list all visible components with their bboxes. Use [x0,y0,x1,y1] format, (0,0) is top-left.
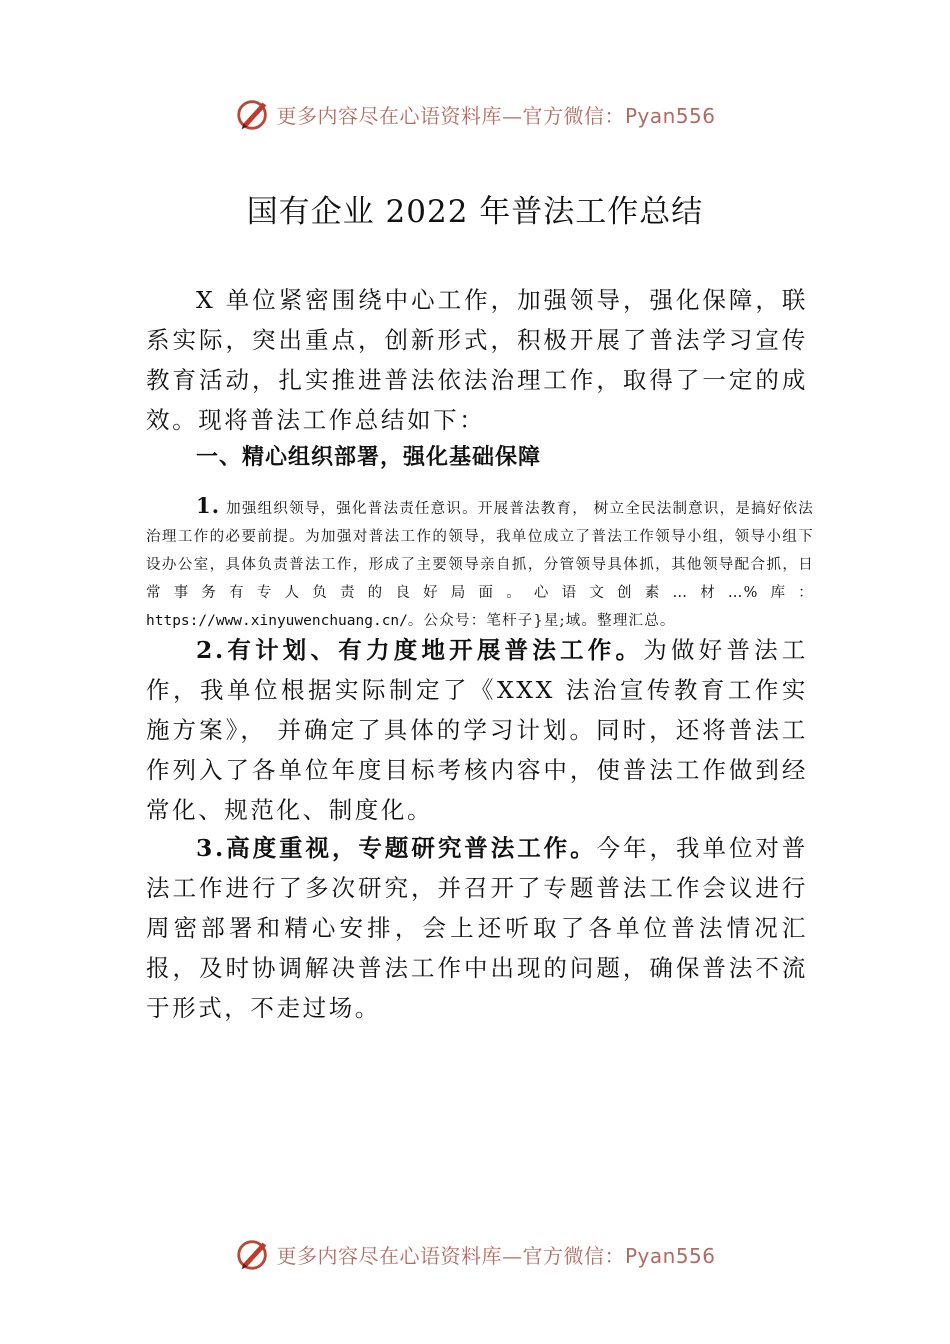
pen-logo-icon [234,95,272,133]
banner-text [276,1240,715,1269]
banner-label: 更多内容尽在心语资料库—官方微信： [276,1243,625,1268]
item-2-text: 为做好普法工作，我单位根据实际制定了《XXX 法治宣传教育工作实施方案》， 并确定了具体的学习计划。同时，还将普法工作列入了各单位年度目标考核内容中，使普法工作做到经常化、规范化、制度化。 [146,636,808,824]
item-3-lead: 3.高度重视，专题研究普法工作。 [196,834,597,862]
banner-wechat-id: Pyan556 [624,103,716,128]
item-2-lead: 2.有计划、有力度地开展普法工作。 [196,636,644,664]
item-3-paragraph [146,828,808,1028]
item-1-paragraph [146,492,814,635]
item-1-number: 1. [196,493,221,518]
item-1-url: https://www.xinyuwenchuang.cn/ [146,613,408,629]
intro-paragraph: X 单位紧密围绕中心工作，加强领导，强化保障，联系实际，突出重点，创新形式，积极开展了普法学习宣传教育活动，扎实推进普法依法治理工作，取得了一定的成效。现将普法工作总结如下： [146,286,808,434]
section-heading: 一、精心组织部署，强化基础保障 [196,445,542,470]
banner-label: 更多内容尽在心语资料库—官方微信： [276,103,625,128]
header-banner [0,92,950,136]
item-1-tail: 。公众号：笔杆子}星;域。整理汇总。 [407,613,676,629]
item-3-text: 今年，我单位对普法工作进行了多次研究，并召开了专题普法工作会议进行周密部署和精心安排，会上还听取了各单位普法情况汇报，及时协调解决普法工作中出现的问题，确保普法不流于形式，不走过场。 [146,834,808,1022]
pen-logo-icon [234,1235,272,1273]
footer-banner [0,1232,950,1276]
banner-text [276,100,715,129]
document-title: 国有企业 2022 年普法工作总结 [246,194,704,230]
banner-wechat-id: Pyan556 [624,1243,716,1268]
item-1-text: 加强组织领导，强化普法责任意识。开展普法教育， 树立全民法制意识，是搞好依法治理工作的必要前提。为加强对普法工作的领导，我单位成立了普法工作领导小组，领导小组下设办公室，具体负责普法工作，形成了主要领导亲自抓，分管领导具体抓，其他领导配合抓，日常事务有专人负责的良好局面。心语文创素…材…%库： [146,501,814,601]
item-2-paragraph [146,630,808,830]
